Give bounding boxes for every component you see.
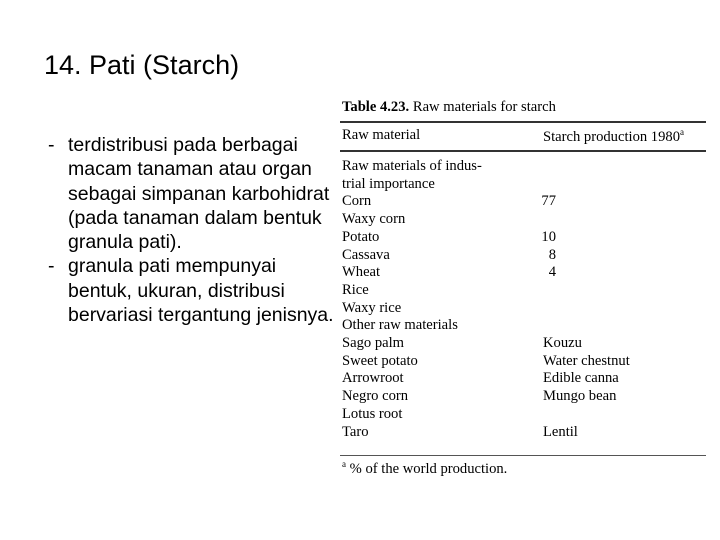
table-row (342, 370, 702, 388)
table-row (342, 424, 702, 442)
raw-material-cell: Waxy rice (342, 299, 402, 316)
column-header-raw-material: Raw material (342, 127, 421, 143)
table-row (342, 176, 702, 194)
raw-material-cell: Waxy corn (342, 211, 406, 228)
table-caption (342, 99, 556, 116)
raw-material-cell: Corn (342, 193, 372, 210)
starch-production-cell: Edible canna (543, 370, 619, 387)
raw-material-cell: Arrowroot (342, 370, 404, 387)
table-row (342, 158, 702, 176)
raw-material-cell: Other raw materials (342, 317, 458, 334)
table-row (342, 282, 702, 300)
slide-title: 14. Pati (Starch) (44, 50, 240, 80)
starch-table-image (336, 97, 708, 481)
starch-production-cell: Lentil (543, 423, 578, 440)
starch-production-cell: 77 (541, 193, 556, 210)
table-row (342, 193, 702, 211)
bullet-text: granula pati mempunyai bentuk, ukuran, distribusi bervariasi tergantung jenisnya. (68, 255, 334, 327)
raw-material-cell: Sweet potato (342, 352, 418, 369)
table-top-rule (340, 121, 706, 123)
column-header-starch-production-label: Starch production 1980 (543, 128, 680, 145)
raw-material-cell: Potato (342, 228, 380, 245)
raw-material-cell: Negro corn (342, 388, 409, 405)
bullet-text: terdistribusi pada berbagai macam tanaman atau organ sebagai simpanan karbohidrat (pada tanaman dalam bentuk granula pati). (68, 134, 330, 254)
starch-production-cell: Water chestnut (543, 352, 630, 369)
table-row (342, 353, 702, 371)
raw-material-cell: trial importance (342, 175, 435, 192)
raw-material-cell: Taro (342, 423, 369, 440)
starch-production-cell: 4 (548, 264, 556, 281)
table-row (342, 211, 702, 229)
raw-material-cell: Lotus root (342, 405, 403, 422)
table-bottom-rule (340, 455, 706, 456)
bullet-item (48, 254, 340, 327)
starch-production-cell: Kouzu (543, 335, 582, 351)
raw-material-cell: Wheat (342, 264, 381, 281)
footnote-text: % of the world production. (349, 460, 508, 477)
column-header-starch-production (543, 127, 684, 146)
bullet-item (48, 133, 340, 254)
table-header-rule (340, 150, 706, 152)
starch-production-cell: Mungo bean (543, 388, 617, 405)
table-row (342, 229, 702, 247)
bullet-marker: - (48, 255, 55, 278)
starch-production-cell: 8 (548, 246, 556, 263)
raw-material-cell: Sago palm (342, 335, 405, 351)
starch-production-cell: 10 (541, 228, 556, 245)
bullet-list (48, 133, 340, 327)
table-caption-label: Table 4.23. (342, 99, 410, 115)
table-caption-text: Raw materials for starch (412, 99, 556, 115)
table-row (342, 317, 702, 335)
table-footnote (342, 459, 507, 478)
table-row (342, 388, 702, 406)
raw-material-cell: Raw materials of indus- (342, 158, 482, 174)
table-row (342, 247, 702, 265)
table-row (342, 300, 702, 318)
raw-material-cell: Rice (342, 281, 369, 298)
footnote-mark: a (342, 459, 346, 469)
table-row (342, 264, 702, 282)
raw-material-cell: Cassava (342, 246, 390, 263)
column-header-footnote-mark: a (680, 127, 684, 137)
table-row (342, 406, 702, 424)
bullet-marker: - (48, 134, 55, 156)
table-row (342, 335, 702, 353)
